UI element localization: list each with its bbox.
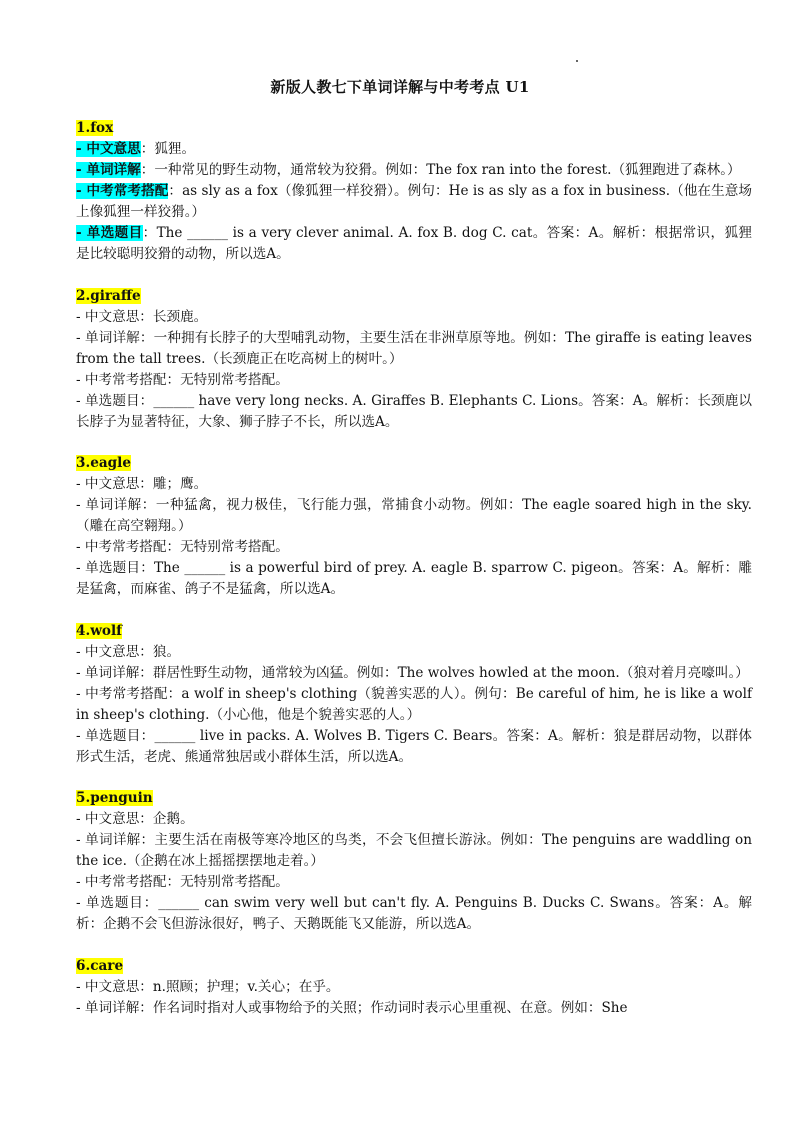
page-mark: [576, 60, 578, 62]
entry-line: - 中文意思：企鹅。: [76, 811, 194, 827]
entry-line: - 中考常考搭配：a wolf in sheep's clothing（貌善实恶的人）。例句：Be careful of him, he is like a wolf in sheep's clothing.（小心他，他是个貌善实恶的人。）: [76, 685, 752, 723]
entry-giraffe: [76, 286, 752, 433]
entry-heading: 3.eagle: [76, 455, 131, 471]
entry-heading: 4.wolf: [76, 622, 122, 639]
entry-penguin: [76, 788, 752, 935]
entry-line: - 中考常考搭配：as sly as a fox（像狐狸一样狡猾）。例句：He is as sly as a fox in business.（他在生意场上像狐狸一样狡猾。）: [76, 183, 752, 220]
entry-line: - 单词详解：一种常见的野生动物，通常较为狡猾。例如：The fox ran into the forest.（狐狸跑进了森林。）: [76, 162, 741, 178]
entry-line: - 单词详解：一种猛禽，视力极佳，飞行能力强，常捕食小动物。例如：The eagle soared high in the sky.（雕在高空翱翔。）: [76, 497, 752, 534]
entry-eagle: [76, 453, 752, 600]
entry-care: [76, 956, 752, 1019]
entry-line: - 单词详解：主要生活在南极等寒冷地区的鸟类，不会飞但擅长游泳。例如：The penguins are waddling on the ice.（企鹅在冰上摇摇摆摆地走着。）: [76, 832, 752, 869]
page-title: 新版人教七下单词详解与中考考点 U1: [270, 78, 530, 96]
entry-line: - 中考常考搭配：无特别常考搭配。: [76, 371, 289, 388]
entry-heading: 2.giraffe: [76, 287, 141, 304]
entry-heading: 1.fox: [76, 120, 114, 136]
entry-line: - 中文意思：狐狸。: [76, 141, 196, 157]
entry-line: - 单词详解：一种拥有长脖子的大型哺乳动物，主要生活在非洲草原等地。例如：The giraffe is eating leaves from the tall trees.（长颈鹿正在吃高树上的树叶。）: [76, 329, 752, 367]
entry-line: - 单选题目：______ have very long necks. A. Giraffes B. Elephants C. Lions。答案：A。解析：长颈鹿以长脖子为显著特征，大象、狮子脖子不长，所以选A。: [76, 392, 752, 430]
entry-line: - 中文意思：长颈鹿。: [76, 308, 208, 325]
entry-line: - 单选题目：The ______ is a very clever animal. A. fox B. dog C. cat。答案：A。解析：根据常识，狐狸是比较聪明狡猾的动物，所以选A。: [76, 225, 753, 262]
entry-line: - 中考常考搭配：无特别常考搭配。: [76, 874, 289, 890]
entry-line: - 单选题目：______ live in packs. A. Wolves B. Tigers C. Bears。答案：A。解析：狼是群居动物，以群体形式生活，老虎、熊通常独居或小群体生活，所以选A。: [76, 727, 752, 765]
entry-line: - 中考常考搭配：无特别常考搭配。: [76, 539, 289, 555]
entry-fox: [76, 118, 752, 265]
entry-heading: 5.penguin: [76, 790, 153, 806]
entry-line: - 单词详解：群居性野生动物，通常较为凶猛。例如：The wolves howled at the moon.（狼对着月亮嚎叫。）: [76, 664, 749, 681]
entry-line: - 中文意思：n.照顾；护理；v.关心；在乎。: [76, 978, 340, 995]
document-content: [76, 118, 752, 1039]
entry-line: - 单选题目：The ______ is a powerful bird of prey. A. eagle B. sparrow C. pigeon。答案：A。解析：雕是猛禽，而麻雀、鸽子不是猛禽，所以选A。: [76, 560, 752, 597]
entry-line: - 单选题目：______ can swim very well but can't fly. A. Penguins B. Ducks C. Swans。答案：A。解析：企鹅不会飞但游泳很好，鸭子、天鹅既能飞又能游，所以选A。: [76, 895, 752, 932]
entry-heading: 6.care: [76, 957, 124, 974]
entry-line: - 中文意思：雕；鹰。: [76, 476, 208, 492]
entry-line: - 单词详解：作名词时指对人或事物给予的关照；作动词时表示心里重视、在意。例如：She: [76, 999, 628, 1016]
entry-wolf: [76, 621, 752, 768]
entry-line: - 中文意思：狼。: [76, 643, 181, 660]
